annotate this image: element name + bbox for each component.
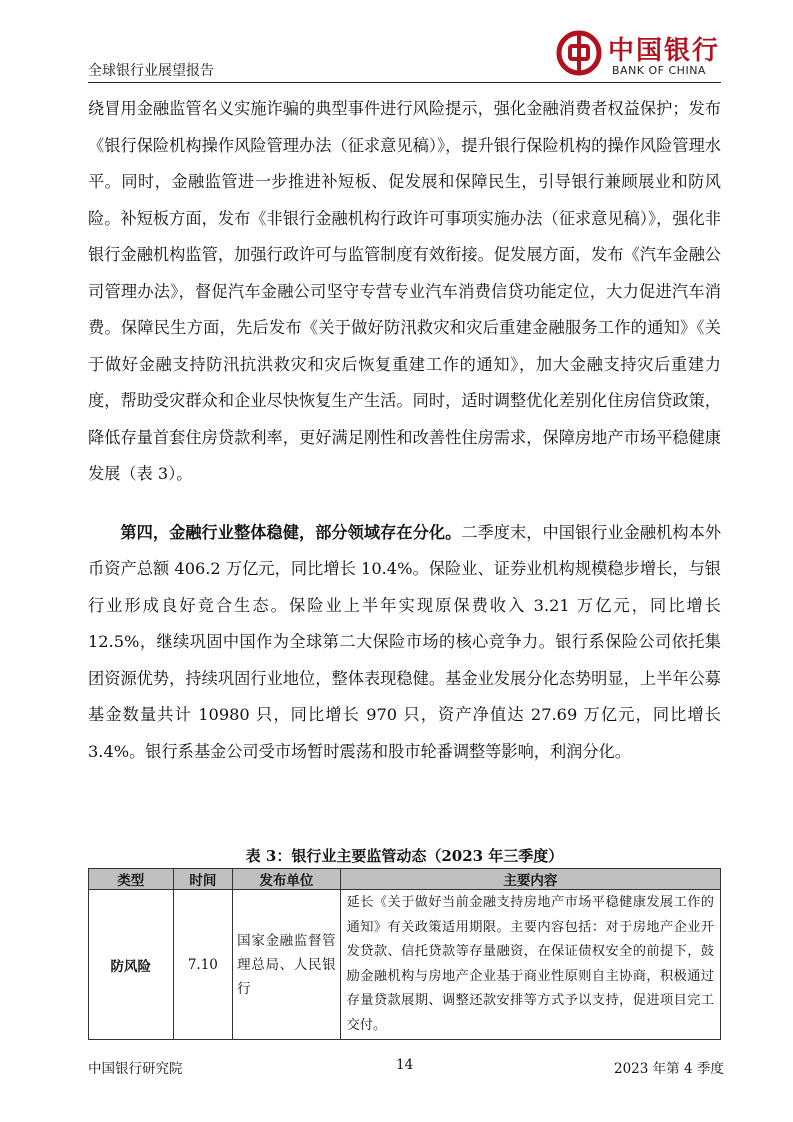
header-divider xyxy=(88,82,721,83)
table-header-row xyxy=(89,869,721,890)
header-type: 类型 xyxy=(89,869,174,890)
header-unit: 发布单位 xyxy=(233,869,341,890)
logo-english-name: BANK OF CHINA xyxy=(612,64,706,77)
report-title: 全球银行业展望报告 xyxy=(88,63,214,79)
paragraph-regulation: 绕冒用金融监管名义实施诈骗的典型事件进行风险提示，强化金融消费者权益保护；发布《银行保险机构操作风险管理办法（征求意见稿）》，提升银行保险机构的操作风险管理水平。同时，金融监管进一步推进补短板、促发展和保障民生，引导银行兼顾展业和防风险。补短板方面，发布《非银行金融机构行政许可事项实施办法（征求意见稿）》，强化非银行金融机构监管，加强行政许可与监管制度有效衔接。促发展方面，发布《汽车金融公司管理办法》，督促汽车金融公司坚守专营专业汽车消费信贷功能定位，大力促进汽车消费。保障民生方面，先后发布《关于做好防汛救灾和灾后重建金融服务工作的通知》《关于做好金融支持防汛抗洪救灾和灾后恢复重建工作的通知》，加大金融支持灾后重建力度，帮助受灾群众和企业尽快恢复生产生活。同时，适时调整优化差别化住房信贷政策，降低存量首套住房贷款利率，更好满足刚性和改善性住房需求，保障房地产市场平稳健康发展（表 3）。 xyxy=(88,99,721,483)
footer-issue: 2023 年第 4 季度 xyxy=(614,1061,724,1077)
logo-chinese-name: 中国银行 xyxy=(608,36,721,66)
paragraph-industry xyxy=(88,515,721,771)
page-number: 14 xyxy=(396,1057,414,1073)
header-content: 主要内容 xyxy=(340,869,720,890)
bank-logo xyxy=(556,28,721,82)
footer-institute: 中国银行研究院 xyxy=(88,1061,183,1077)
paragraph-lead: 第四，金融行业整体稳健，部分领域存在分化。 xyxy=(120,522,462,542)
table-row xyxy=(89,890,721,1040)
main-text xyxy=(88,91,721,770)
bank-of-china-logo-icon xyxy=(556,30,602,76)
cell-type: 防风险 xyxy=(89,890,174,1040)
header-time: 时间 xyxy=(173,869,233,890)
table-title: 表 3：银行业主要监管动态（2023 年三季度） xyxy=(245,847,564,865)
paragraph-industry-text: 二季度末，中国银行业金融机构本外币资产总额 406.2 万亿元，同比增长 10.4%。保险业、证券业机构规模稳步增长，与银行业形成良好竞合生态。保险业上半年实现原保费收入 3.21 万亿元，同比增长 12.5%，继续巩固中国作为全球第二大保险市场的核心竞争力。银行系保险公司依托集团资源优势，持续巩固行业地位，整体表现稳健。基金业发展分化态势明显，上半年公募基金数量共计 10980 只，同比增长 970 只，资产净值达 27.69 万亿元，同比增长 3.4%。银行系基金公司受市场暂时震荡和股市轮番调整等影响，利润分化。 xyxy=(88,522,722,761)
cell-time: 7.10 xyxy=(173,890,233,1040)
cell-unit: 国家金融监督管理总局、人民银行 xyxy=(233,890,341,1040)
regulation-table xyxy=(88,868,721,1040)
cell-content: 延长《关于做好当前金融支持房地产市场平稳健康发展工作的通知》有关政策适用期限。主要内容包括：对于房地产企业开发贷款、信托贷款等存量融资，在保证债权安全的前提下，鼓励金融机构与房地产企业基于商业性原则自主协商，积极通过存量贷款展期、调整还款安排等方式予以支持，促进项目完工交付。 xyxy=(340,890,720,1040)
